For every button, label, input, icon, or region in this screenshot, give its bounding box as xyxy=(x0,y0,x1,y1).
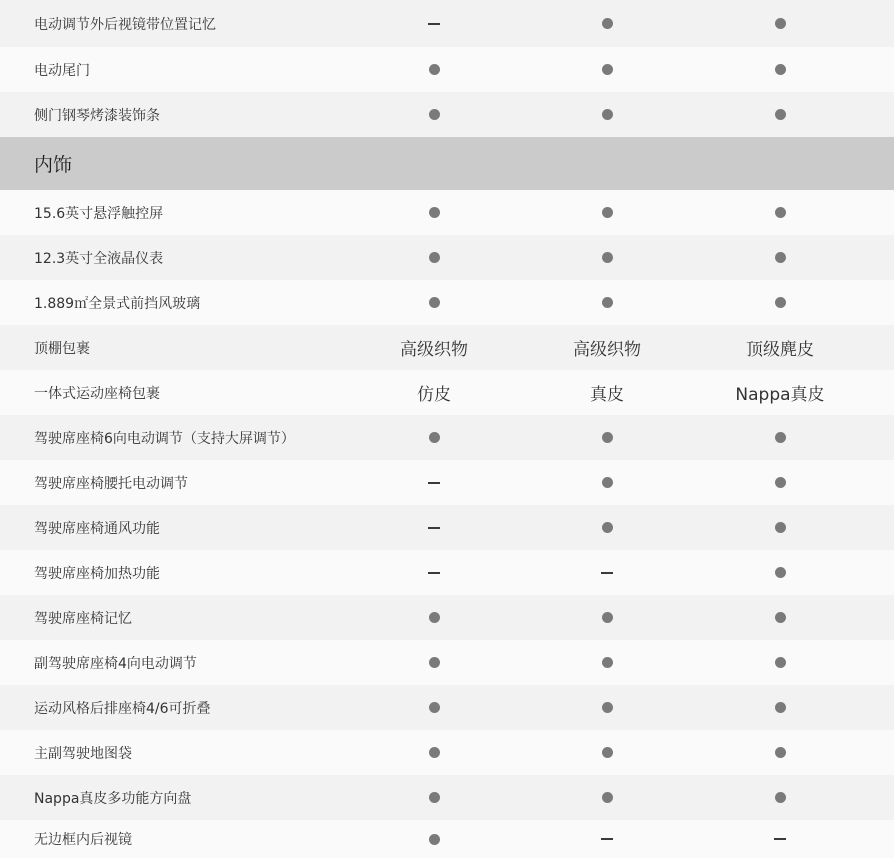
not-available-dash-icon xyxy=(354,0,514,47)
table-row xyxy=(0,550,894,595)
standard-dot-icon xyxy=(354,820,514,858)
standard-dot-icon xyxy=(700,235,860,280)
feature-label: 电动尾门 xyxy=(34,62,90,79)
table-row xyxy=(0,92,894,137)
table-row xyxy=(0,47,894,92)
section-header-row xyxy=(0,137,894,190)
standard-dot-icon xyxy=(527,235,687,280)
standard-dot-icon xyxy=(354,47,514,92)
table-row xyxy=(0,280,894,325)
table-row xyxy=(0,325,894,370)
standard-dot-icon xyxy=(700,730,860,775)
feature-label: 12.3英寸全液晶仪表 xyxy=(34,250,164,267)
standard-dot-icon xyxy=(527,730,687,775)
standard-dot-icon xyxy=(354,190,514,235)
standard-dot-icon xyxy=(527,415,687,460)
standard-dot-icon xyxy=(354,730,514,775)
feature-label: 15.6英寸悬浮触控屏 xyxy=(34,205,164,222)
standard-dot-icon xyxy=(527,280,687,325)
table-row xyxy=(0,190,894,235)
table-row xyxy=(0,460,894,505)
not-available-dash-icon xyxy=(354,505,514,550)
standard-dot-icon xyxy=(700,280,860,325)
standard-dot-icon xyxy=(527,460,687,505)
standard-dot-icon xyxy=(700,505,860,550)
standard-dot-icon xyxy=(354,685,514,730)
feature-label: 主副驾驶地图袋 xyxy=(34,745,132,762)
table-row xyxy=(0,0,894,47)
standard-dot-icon xyxy=(527,190,687,235)
not-available-dash-icon xyxy=(354,460,514,505)
not-available-dash-icon xyxy=(527,550,687,595)
standard-dot-icon xyxy=(354,280,514,325)
not-available-dash-icon xyxy=(700,820,860,858)
feature-label: 驾驶席座椅通风功能 xyxy=(34,520,160,537)
standard-dot-icon xyxy=(700,415,860,460)
spec-value: 仿皮 xyxy=(417,385,451,405)
not-available-dash-icon xyxy=(354,550,514,595)
feature-label: 顶棚包裹 xyxy=(34,340,90,357)
spec-value: 高级织物 xyxy=(400,340,468,360)
standard-dot-icon xyxy=(700,595,860,640)
standard-dot-icon xyxy=(700,190,860,235)
feature-label: 侧门钢琴烤漆装饰条 xyxy=(34,107,160,124)
feature-label: 一体式运动座椅包裹 xyxy=(34,385,160,402)
standard-dot-icon xyxy=(354,775,514,820)
standard-dot-icon xyxy=(527,0,687,47)
feature-label: 副驾驶席座椅4向电动调节 xyxy=(34,655,197,672)
standard-dot-icon xyxy=(354,595,514,640)
table-row xyxy=(0,820,894,858)
standard-dot-icon xyxy=(527,47,687,92)
feature-label: 驾驶席座椅腰托电动调节 xyxy=(34,475,188,492)
standard-dot-icon xyxy=(527,595,687,640)
standard-dot-icon xyxy=(700,775,860,820)
section-title: 内饰 xyxy=(34,154,73,176)
feature-label: 驾驶席座椅记忆 xyxy=(34,610,132,627)
standard-dot-icon xyxy=(354,92,514,137)
standard-dot-icon xyxy=(700,92,860,137)
standard-dot-icon xyxy=(700,685,860,730)
standard-dot-icon xyxy=(354,415,514,460)
feature-label: 驾驶席座椅6向电动调节（支持大屏调节） xyxy=(34,430,295,447)
standard-dot-icon xyxy=(354,640,514,685)
not-available-dash-icon xyxy=(527,820,687,858)
feature-label: 运动风格后排座椅4/6可折叠 xyxy=(34,700,211,717)
standard-dot-icon xyxy=(700,550,860,595)
spec-value: Nappa真皮 xyxy=(735,385,825,405)
standard-dot-icon xyxy=(527,685,687,730)
table-row xyxy=(0,595,894,640)
feature-label: Nappa真皮多功能方向盘 xyxy=(34,790,192,807)
spec-value: 真皮 xyxy=(590,385,624,405)
standard-dot-icon xyxy=(527,775,687,820)
feature-label: 1.889㎡全景式前挡风玻璃 xyxy=(34,295,201,312)
table-row xyxy=(0,685,894,730)
table-row xyxy=(0,730,894,775)
feature-label: 无边框内后视镜 xyxy=(34,832,132,848)
standard-dot-icon xyxy=(354,235,514,280)
table-row xyxy=(0,775,894,820)
feature-label: 电动调节外后视镜带位置记忆 xyxy=(34,16,216,33)
feature-label: 驾驶席座椅加热功能 xyxy=(34,565,160,582)
spec-value: 顶级麂皮 xyxy=(746,340,814,360)
spec-value: 高级织物 xyxy=(573,340,641,360)
standard-dot-icon xyxy=(700,47,860,92)
standard-dot-icon xyxy=(700,640,860,685)
table-row xyxy=(0,415,894,460)
standard-dot-icon xyxy=(700,460,860,505)
standard-dot-icon xyxy=(700,0,860,47)
table-row xyxy=(0,640,894,685)
table-row xyxy=(0,235,894,280)
table-row xyxy=(0,370,894,415)
table-row xyxy=(0,505,894,550)
standard-dot-icon xyxy=(527,505,687,550)
standard-dot-icon xyxy=(527,92,687,137)
standard-dot-icon xyxy=(527,640,687,685)
